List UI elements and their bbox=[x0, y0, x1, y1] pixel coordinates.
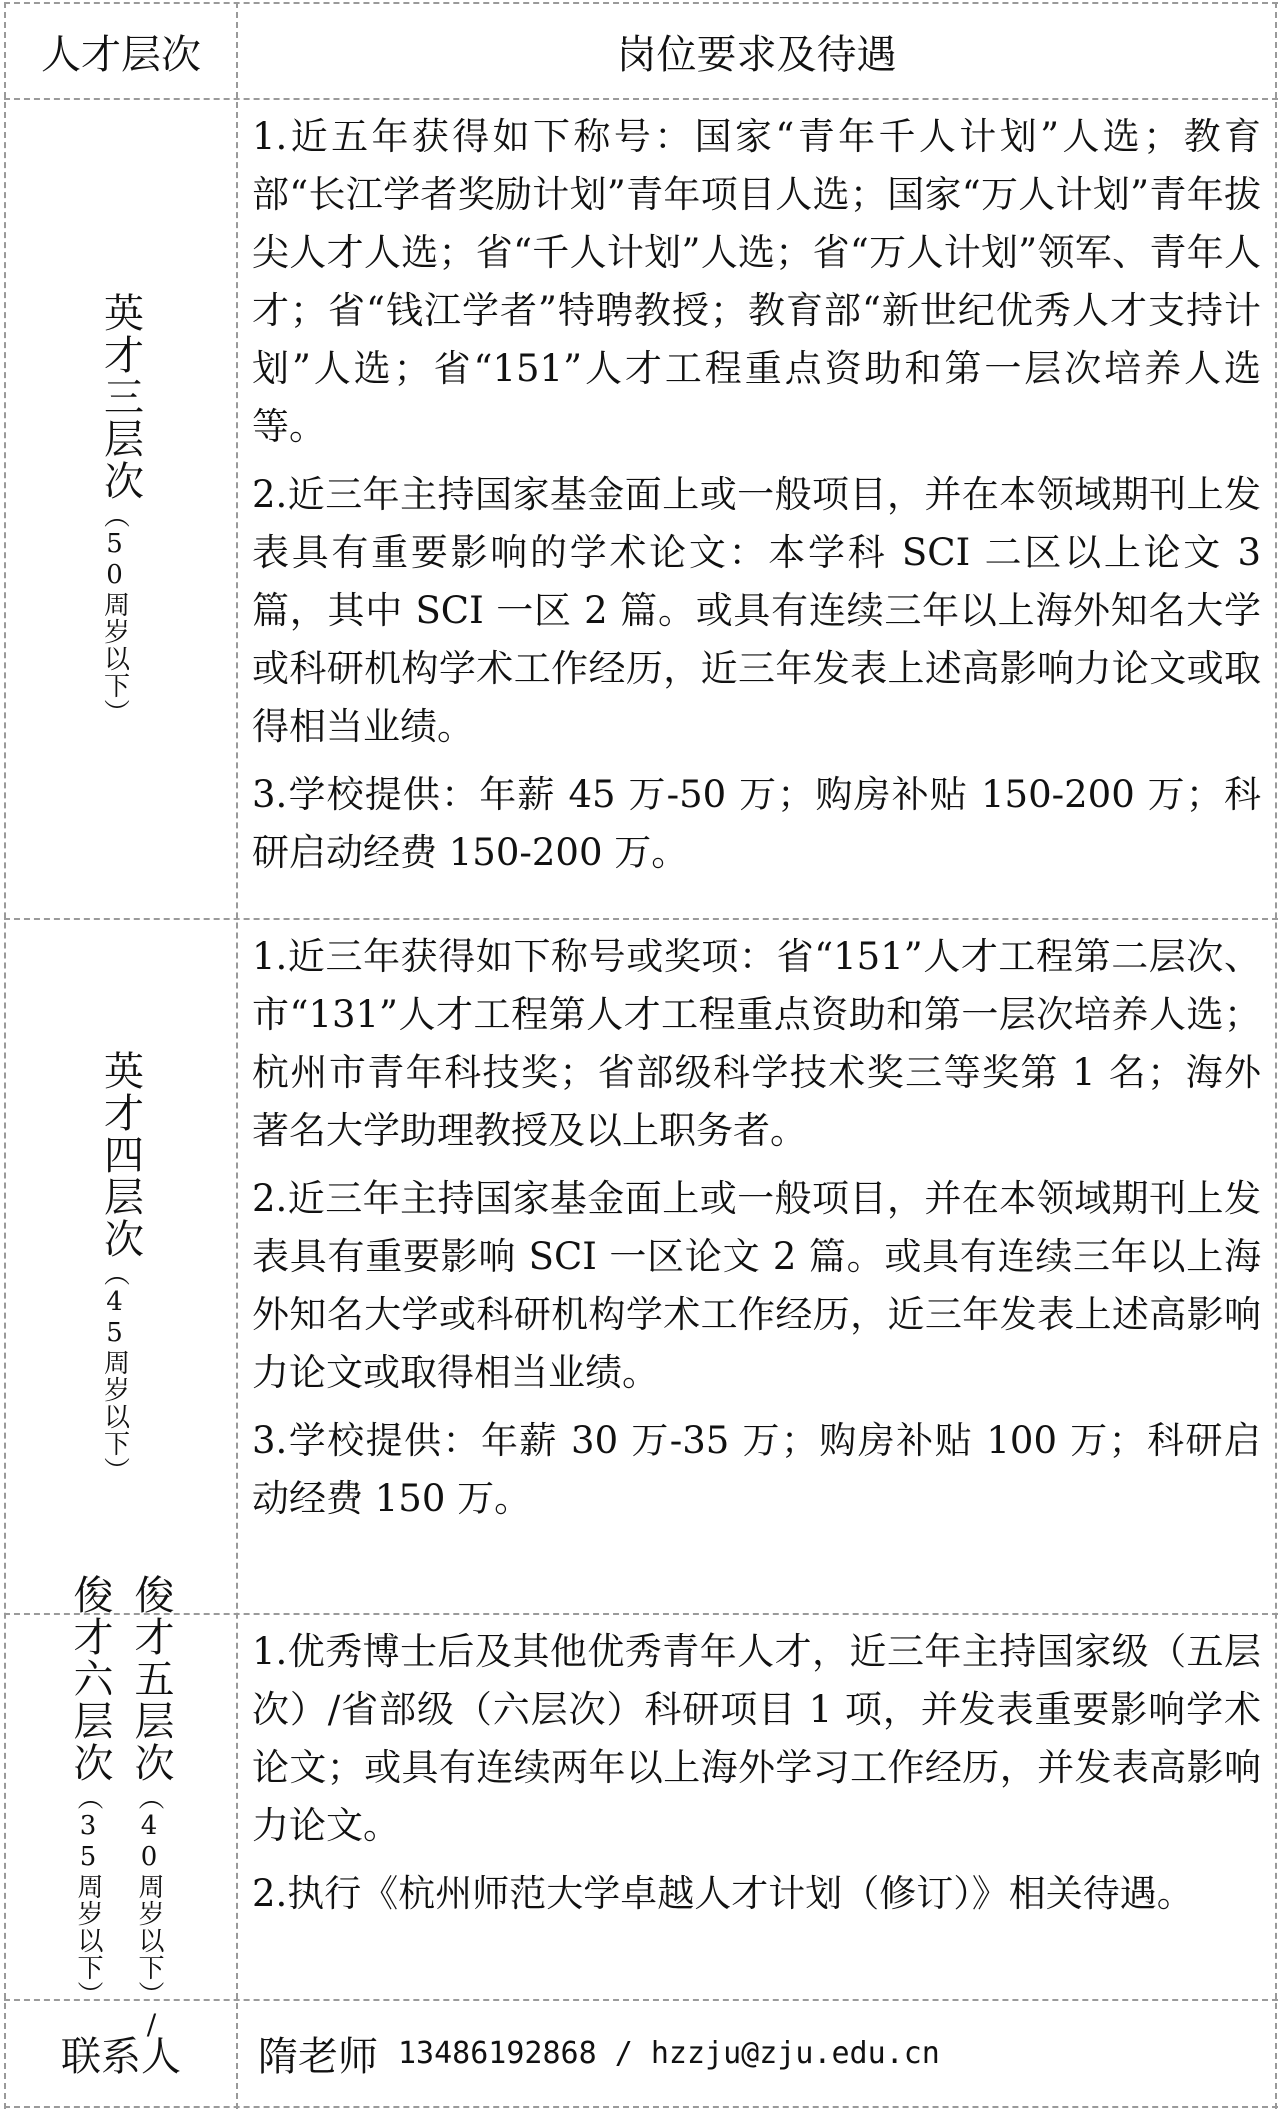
requirement-item: 1.近三年获得如下称号或奖项：省“151”人才工程第二层次、市“131”人才工程第人才工程重点资助和第一层次培养人选；杭州市青年科技奖；省部级科学技术奖三等奖第 1 名；海外著名大学助理教授及以上职务者。 bbox=[252, 935, 1261, 1152]
level-age: （35周岁以下） bbox=[73, 1783, 103, 2008]
level-name: 英才三层次 bbox=[97, 292, 144, 502]
requirement-item: 1.优秀博士后及其他优秀青年人才，近三年主持国家级（五层次）/省部级（六层次）科研项目 1 项，并发表重要影响学术论文；或具有连续两年以上海外学习工作经历，并发表高影响力论文。 bbox=[252, 1630, 1261, 1847]
level-age: （50周岁以下） bbox=[99, 502, 130, 726]
row-level-cell bbox=[6, 100, 236, 918]
level-age: （40周岁以下） bbox=[134, 1783, 164, 2008]
row-requirements-cell bbox=[238, 1615, 1275, 1999]
level-name: 俊才五层次 bbox=[128, 1573, 174, 1784]
requirement-item: 3.学校提供：年薪 45 万-50 万；购房补贴 150-200 万；科研启动经费 150-200 万。 bbox=[252, 773, 1261, 874]
requirement-item: 1.近五年获得如下称号：国家“青年千人计划”人选；教育部“长江学者奖励计划”青年项目人选；国家“万人计划”青年拔尖人才人选；省“千人计划”人选；省“万人计划”领军、青年人才；省“钱江学者”特聘教授；教育部“新世纪优秀人才支持计划”人选；省“151”人才工程重点资助和第一层次培养人选等。 bbox=[252, 115, 1261, 448]
contact-info[interactable]: 13486192868 / hzzju@zju.edu.cn bbox=[398, 2036, 940, 2071]
level-name: 英才四层次 bbox=[97, 1049, 144, 1260]
contact-name: 隋老师 bbox=[258, 2034, 378, 2080]
contact-label: 联系人 bbox=[61, 2034, 181, 2080]
requirement-item: 3.学校提供：年薪 30 万-35 万；购房补贴 100 万；科研启动经费 150 万。 bbox=[252, 1419, 1261, 1520]
row-requirements-cell bbox=[238, 920, 1275, 1613]
header-level: 人才层次 bbox=[41, 31, 201, 78]
row-level-cell bbox=[6, 1573, 236, 2041]
table-border-right bbox=[1275, 2, 1277, 2109]
row-requirements-cell bbox=[238, 100, 1275, 918]
level-separator: / bbox=[135, 2007, 168, 2041]
level-label-group bbox=[123, 1574, 180, 2041]
requirement-item: 2.近三年主持国家基金面上或一般项目，并在本领域期刊上发表具有重要影响的学术论文：本学科 SCI 二区以上论文 3 篇，其中 SCI 一区 2 篇。或具有连续三年以上海外知名大学或科研机构学术工作经历，近三年发表上述高影响力论文或取得相当业绩。 bbox=[252, 473, 1261, 748]
level-label-group bbox=[62, 1574, 119, 2008]
requirement-item: 2.执行《杭州师范大学卓越人才计划（修订）》相关待遇。 bbox=[252, 1872, 1194, 1915]
level-label-pair bbox=[62, 1574, 180, 2041]
row-level-cell bbox=[6, 920, 236, 1613]
table-border-bottom bbox=[4, 2106, 1278, 2108]
requirement-item: 2.近三年主持国家基金面上或一般项目，并在本领域期刊上发表具有重要影响 SCI 一区论文 2 篇。或具有连续三年以上海外知名大学或科研机构学术工作经历，近三年发表上述高影响力论文或取得相当业绩。 bbox=[252, 1177, 1261, 1394]
level-name: 俊才六层次 bbox=[67, 1573, 113, 1784]
contact-cell bbox=[238, 2001, 1275, 2106]
level-label-group bbox=[93, 292, 150, 726]
level-age: （45周岁以下） bbox=[99, 1259, 130, 1484]
level-label-group bbox=[93, 1050, 150, 1484]
header-requirements: 岗位要求及待遇 bbox=[616, 31, 897, 78]
